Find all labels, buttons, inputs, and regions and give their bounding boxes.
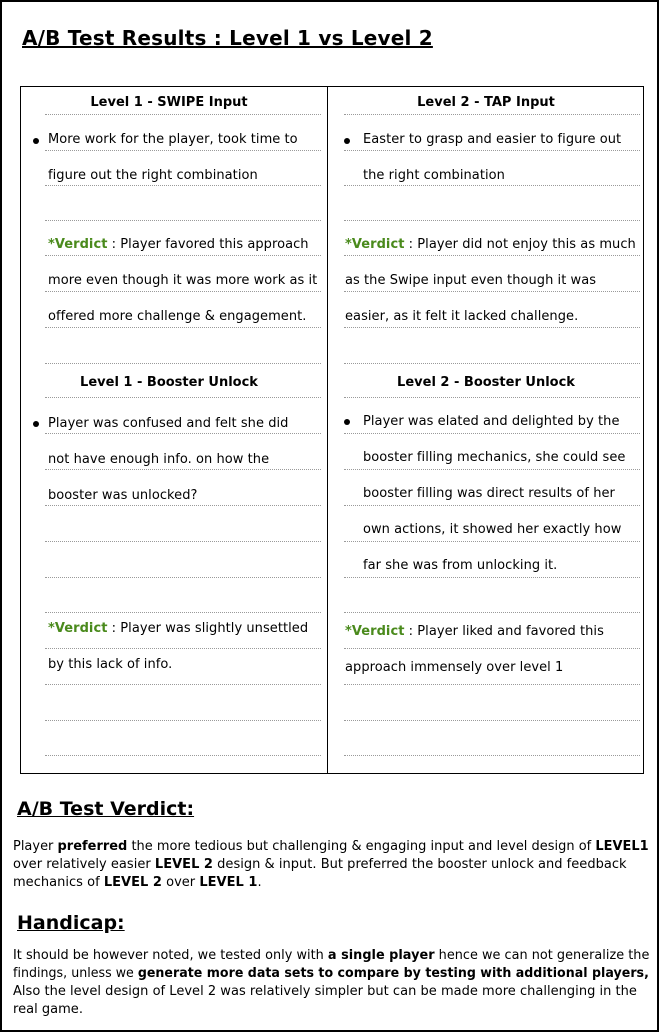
level2-booster-verdict: *Verdict : Player liked and favored this — [345, 624, 604, 639]
level1-booster-bullet-line: Player was confused and felt she did — [48, 416, 289, 431]
verdict-paragraph-line: mechanics of LEVEL 2 over LEVEL 1. — [13, 875, 262, 890]
level2-booster-bullet-line: own actions, it showed her exactly how — [363, 522, 622, 537]
level2-tap-verdict-line: easier, as it felt it lacked challenge. — [345, 309, 579, 324]
level1-swipe-verdict: *Verdict : Player favored this approach — [48, 237, 309, 252]
level1-booster-verdict: *Verdict : Player was slightly unsettled — [48, 621, 309, 636]
verdict-label: *Verdict — [48, 621, 108, 636]
level2-tap-bullet-line: Easter to grasp and easier to figure out — [363, 132, 622, 147]
bullet-icon — [344, 419, 350, 425]
level2-booster-bullet-line: far she was from unlocking it. — [363, 558, 558, 573]
level2-booster-bullet-line: Player was elated and delighted by the — [363, 414, 620, 429]
comparison-table — [20, 86, 644, 774]
level1-swipe-verdict-line: offered more challenge & engagement. — [48, 309, 307, 324]
handicap-paragraph-line: findings, unless we generate more data sets to compare by testing with additional players, — [13, 966, 649, 981]
verdict-label: *Verdict — [345, 624, 405, 639]
bullet-icon — [33, 421, 39, 427]
page-title: A/B Test Results : Level 1 vs Level 2 — [22, 26, 433, 50]
level2-tap-verdict: *Verdict : Player did not enjoy this as much — [345, 237, 636, 252]
handicap-paragraph-line: It should be however noted, we tested only with a single player hence we can not generalize the — [13, 948, 650, 963]
verdict-paragraph-line: Player preferred the more tedious but challenging & engaging input and level design of LEVEL1 — [13, 839, 649, 854]
handicap-paragraph-line: real game. — [13, 1002, 83, 1017]
level2-booster-verdict-line: approach immensely over level 1 — [345, 660, 564, 675]
level2-tap-bullet-line: the right combination — [363, 168, 505, 183]
verdict-paragraph-line: over relatively easier LEVEL 2 design & input. But preferred the booster unlock and feedback — [13, 857, 627, 872]
handicap-paragraph-line: Also the level design of Level 2 was relatively simpler but can be made more challenging in the — [13, 984, 637, 999]
bullet-icon — [344, 138, 350, 144]
level1-booster-heading: Level 1 - Booster Unlock — [80, 375, 258, 390]
level2-booster-heading: Level 2 - Booster Unlock — [397, 375, 575, 390]
level1-swipe-bullet-line: figure out the right combination — [48, 168, 258, 183]
level1-booster-verdict-line: by this lack of info. — [48, 657, 173, 672]
bullet-icon — [33, 138, 39, 144]
verdict-label: *Verdict — [48, 237, 108, 252]
level1-booster-bullet-line: booster was unlocked? — [48, 488, 198, 503]
column-divider — [327, 87, 328, 773]
verdict-label: *Verdict — [345, 237, 405, 252]
level2-tap-heading: Level 2 - TAP Input — [417, 95, 555, 110]
level2-booster-bullet-line: booster filling mechanics, she could see — [363, 450, 626, 465]
level1-swipe-heading: Level 1 - SWIPE Input — [90, 95, 248, 110]
level1-booster-bullet-line: not have enough info. on how the — [48, 452, 270, 467]
level1-swipe-verdict-line: more even though it was more work as it — [48, 273, 318, 288]
level2-tap-verdict-line: as the Swipe input even though it was — [345, 273, 597, 288]
handicap-heading: Handicap: — [17, 912, 125, 934]
verdict-heading: A/B Test Verdict: — [17, 798, 195, 820]
level1-swipe-bullet-line: More work for the player, took time to — [48, 132, 298, 147]
level2-booster-bullet-line: booster filling was direct results of her — [363, 486, 615, 501]
